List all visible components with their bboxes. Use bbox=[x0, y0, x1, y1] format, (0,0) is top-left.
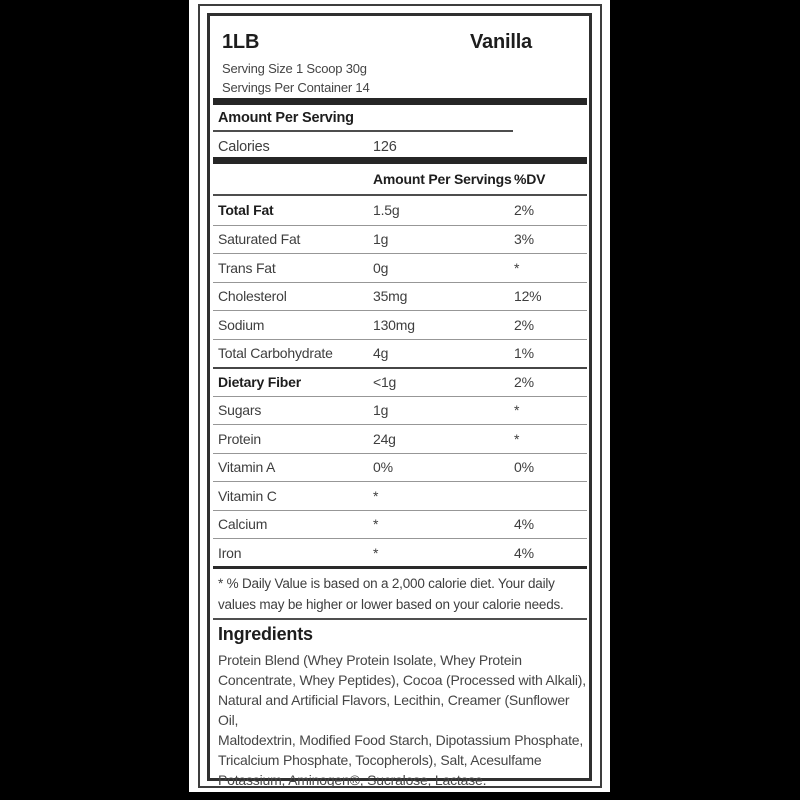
nutrient-name: Iron bbox=[218, 544, 242, 561]
product-size: 1LB bbox=[222, 31, 260, 53]
nutrient-amount: 1g bbox=[373, 402, 389, 419]
nutrient-dv: 12% bbox=[514, 288, 542, 305]
nutrient-row bbox=[213, 481, 587, 510]
footnote-line: * % Daily Value is based on a 2,000 calorie diet. Your daily bbox=[218, 576, 555, 591]
serving-size-text: Serving Size 1 Scoop 30g bbox=[222, 61, 367, 76]
nutrient-dv: * bbox=[514, 259, 520, 276]
nutrient-amount: 130mg bbox=[373, 316, 415, 333]
nutrient-name: Total Carbohydrate bbox=[218, 345, 333, 362]
nutrient-rows bbox=[213, 196, 587, 567]
nutrient-amount: 0% bbox=[373, 459, 393, 476]
ingredients-line: Potassium, Aminogen®, Sucralose, Lactase. bbox=[218, 772, 487, 788]
nutrient-name: Sodium bbox=[218, 316, 265, 333]
footnote-line: values may be higher or lower based on your calorie needs. bbox=[218, 597, 564, 612]
nutrient-amount: * bbox=[373, 544, 379, 561]
column-header-dv: %DV bbox=[514, 171, 546, 187]
daily-value-footnote bbox=[213, 566, 587, 620]
nutrient-dv: * bbox=[514, 402, 520, 419]
ingredients-line: Protein Blend (Whey Protein Isolate, Whey Protein bbox=[218, 652, 522, 668]
amount-per-serving-underline bbox=[213, 130, 513, 132]
nutrient-dv: 2% bbox=[514, 202, 534, 219]
nutrient-dv: 4% bbox=[514, 544, 534, 561]
nutrient-row bbox=[213, 310, 587, 339]
label-header-row bbox=[213, 31, 587, 54]
nutrient-row bbox=[213, 538, 587, 567]
nutrient-row bbox=[213, 367, 587, 396]
nutrient-name: Saturated Fat bbox=[218, 231, 301, 248]
nutrient-name: Vitamin A bbox=[218, 459, 276, 476]
calories-value: 126 bbox=[373, 139, 397, 155]
ingredients-line: Maltodextrin, Modified Food Starch, Dipotassium Phosphate, bbox=[218, 732, 584, 748]
nutrient-row bbox=[213, 282, 587, 311]
nutrient-name: Calcium bbox=[218, 516, 268, 533]
nutrient-name: Total Fat bbox=[218, 202, 274, 219]
ingredients-text bbox=[213, 650, 587, 790]
nutrient-row bbox=[213, 339, 587, 368]
servings-per-container-text: Servings Per Container 14 bbox=[222, 80, 370, 95]
nutrient-dv: 2% bbox=[514, 374, 534, 391]
nutrient-dv: 4% bbox=[514, 516, 534, 533]
nutrient-amount: * bbox=[373, 487, 379, 504]
table-header-row bbox=[213, 171, 587, 191]
nutrient-amount: 0g bbox=[373, 259, 389, 276]
nutrient-dv: * bbox=[514, 430, 520, 447]
calories-label: Calories bbox=[218, 139, 270, 155]
nutrition-facts-label bbox=[189, 0, 610, 792]
nutrient-amount: 1g bbox=[373, 231, 389, 248]
nutrient-amount: * bbox=[373, 516, 379, 533]
nutrient-amount: 35mg bbox=[373, 288, 408, 305]
column-header-amount: Amount Per Servings bbox=[373, 171, 512, 187]
nutrient-name: Vitamin C bbox=[218, 487, 277, 504]
nutrient-name: Cholesterol bbox=[218, 288, 287, 305]
background-right-strip bbox=[610, 0, 800, 800]
ingredients-heading: Ingredients bbox=[218, 624, 313, 644]
nutrient-dv: 3% bbox=[514, 231, 534, 248]
ingredients-line: Concentrate, Whey Peptides), Cocoa (Processed with Alkali), bbox=[218, 672, 586, 688]
nutrient-row bbox=[213, 453, 587, 482]
product-flavor: Vanilla bbox=[470, 31, 532, 53]
nutrient-amount: 1.5g bbox=[373, 202, 400, 219]
amount-per-serving-heading: Amount Per Serving bbox=[218, 110, 354, 126]
nutrient-name: Trans Fat bbox=[218, 259, 276, 276]
background-bottom-strip bbox=[0, 792, 800, 800]
calories-row bbox=[213, 139, 587, 155]
label-content bbox=[213, 0, 587, 792]
nutrient-amount: <1g bbox=[373, 374, 397, 391]
nutrient-row bbox=[213, 510, 587, 539]
nutrient-dv: 0% bbox=[514, 459, 534, 476]
nutrient-dv: 2% bbox=[514, 316, 534, 333]
thick-divider-bar bbox=[213, 98, 587, 105]
nutrient-name: Sugars bbox=[218, 402, 262, 419]
nutrient-row bbox=[213, 424, 587, 453]
nutrient-amount: 4g bbox=[373, 345, 389, 362]
ingredients-line: Natural and Artificial Flavors, Lecithin, Creamer (Sunflower Oil, bbox=[218, 692, 570, 728]
nutrient-name: Protein bbox=[218, 430, 261, 447]
nutrient-row bbox=[213, 253, 587, 282]
nutrient-amount: 24g bbox=[373, 430, 396, 447]
nutrient-row bbox=[213, 396, 587, 425]
nutrient-row bbox=[213, 196, 587, 225]
nutrient-row bbox=[213, 225, 587, 254]
ingredients-line: Tricalcium Phosphate, Tocopherols), Salt, Acesulfame bbox=[218, 752, 542, 768]
background-left-strip bbox=[0, 0, 189, 800]
nutrient-name: Dietary Fiber bbox=[218, 374, 301, 391]
thick-divider-bar bbox=[213, 157, 587, 164]
nutrient-dv: 1% bbox=[514, 345, 534, 362]
